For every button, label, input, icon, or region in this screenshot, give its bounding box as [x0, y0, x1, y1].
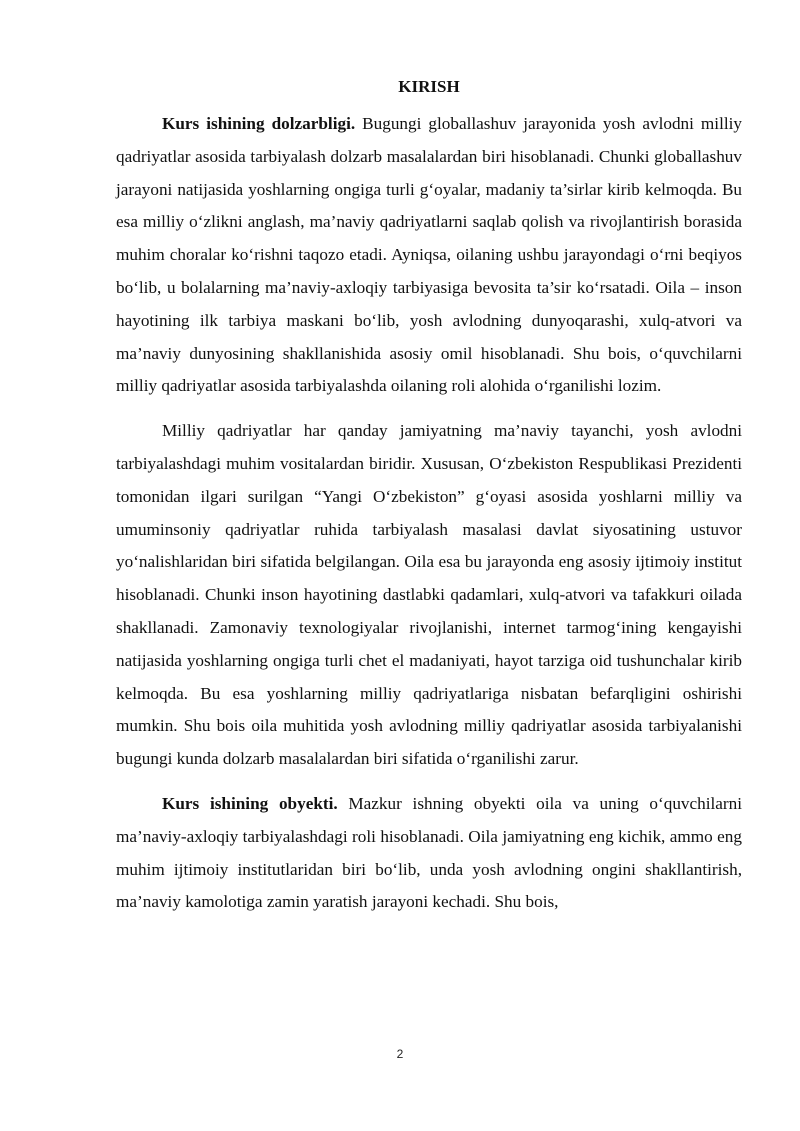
section-title: KIRISH	[398, 77, 460, 96]
paragraph-lead: Kurs ishining obyekti.	[162, 793, 338, 813]
paragraph-lead: Kurs ishining dolzarbligi.	[162, 114, 356, 133]
paragraph-text: Mazkur ishning obyekti oila va uning o‘quvchilarni ma’naviy-axloqiy tarbiyalashdagi roli hisoblanadi. Oila jamiyatning eng kichik, ammo eng muhim ijtimoiy institutlaridan biri bo‘lib, unda yosh avlodning ongini shakllantirish, ma’naviy kamolotiga zamin yaratish jarayoni kechadi. Shu bois,	[116, 793, 743, 912]
paragraph-text: Bugungi globallashuv jarayonida yosh avlodni milliy qadriyatlar asosida tarbiyalash dolzarb masalalardan biri hisoblanadi. Chunki globallashuv jarayoni natijasida yoshlarning ongiga turli g‘oyalar, madaniy ta’sirlar kirib kelmoqda. Bu esa milliy o‘zlikni anglash, ma’naviy qadriyatlarni saqlab qolish va rivojlantirish borasida muhim choralar ko‘rishni taqozo etadi. Ayniqsa, oilaning ushbu jarayondagi o‘rni beqiyos bo‘lib, u bolalarning ma’naviy-axloqiy tarbiyasiga bevosita ta’sir ko‘rsatadi. Oila – inson hayotining ilk tarbiya maskani bo‘lib, yosh avlodning dunyoqarashi, xulq-atvori va ma’naviy dunyosining shakllanishida asosiy omil hisoblanadi. Shu bois, o‘quvchilarni milliy qadriyatlar asosida tarbiyalashda oilaning roli alohida o‘rganilishi lozim.	[116, 114, 742, 396]
paragraph-text: Milliy qadriyatlar har qanday jamiyatning ma’naviy tayanchi, yosh avlodni tarbiyalashdagi muhim vositalardan biridir. Xususan, O‘zbekiston Respublikasi Prezidenti tomonidan ilgari surilgan “Yangi O‘zbekiston” g‘oyasi asosida yoshlarni milliy va umuminsoniy qadriyatlar ruhida tarbiyalash masalasi davlat siyosatining ustuvor yo‘nalishlaridan biri sifatida belgilangan. Oila esa bu jarayonda eng asosiy ijtimoiy institut hisoblanadi. Chunki inson hayotining dastlabki qadamlari, xulq-atvori va tafakkuri oilada shakllanadi. Zamonaviy texnologiyalar rivojlanishi, internet tarmog‘ining kengayishi natijasida yoshlarning ongiga turli chet el madaniyati, hayot tarziga oid tushunchalar kirib kelmoqda. Bu esa yoshlarning milliy qadriyatlariga nisbatan befarqligini oshirishi mumkin. Shu bois oila muhitida yosh avlodning milliy qadriyatlar asosida tarbiyalanishi bugungi kunda dolzarb masalalardan biri sifatida o‘rganilishi zarur.	[116, 421, 742, 769]
document-page	[116, 70, 742, 931]
page-number: 2	[396, 1047, 404, 1061]
paragraph-values	[116, 415, 742, 776]
paragraph-object	[116, 788, 742, 919]
paragraph-relevance	[116, 108, 742, 403]
